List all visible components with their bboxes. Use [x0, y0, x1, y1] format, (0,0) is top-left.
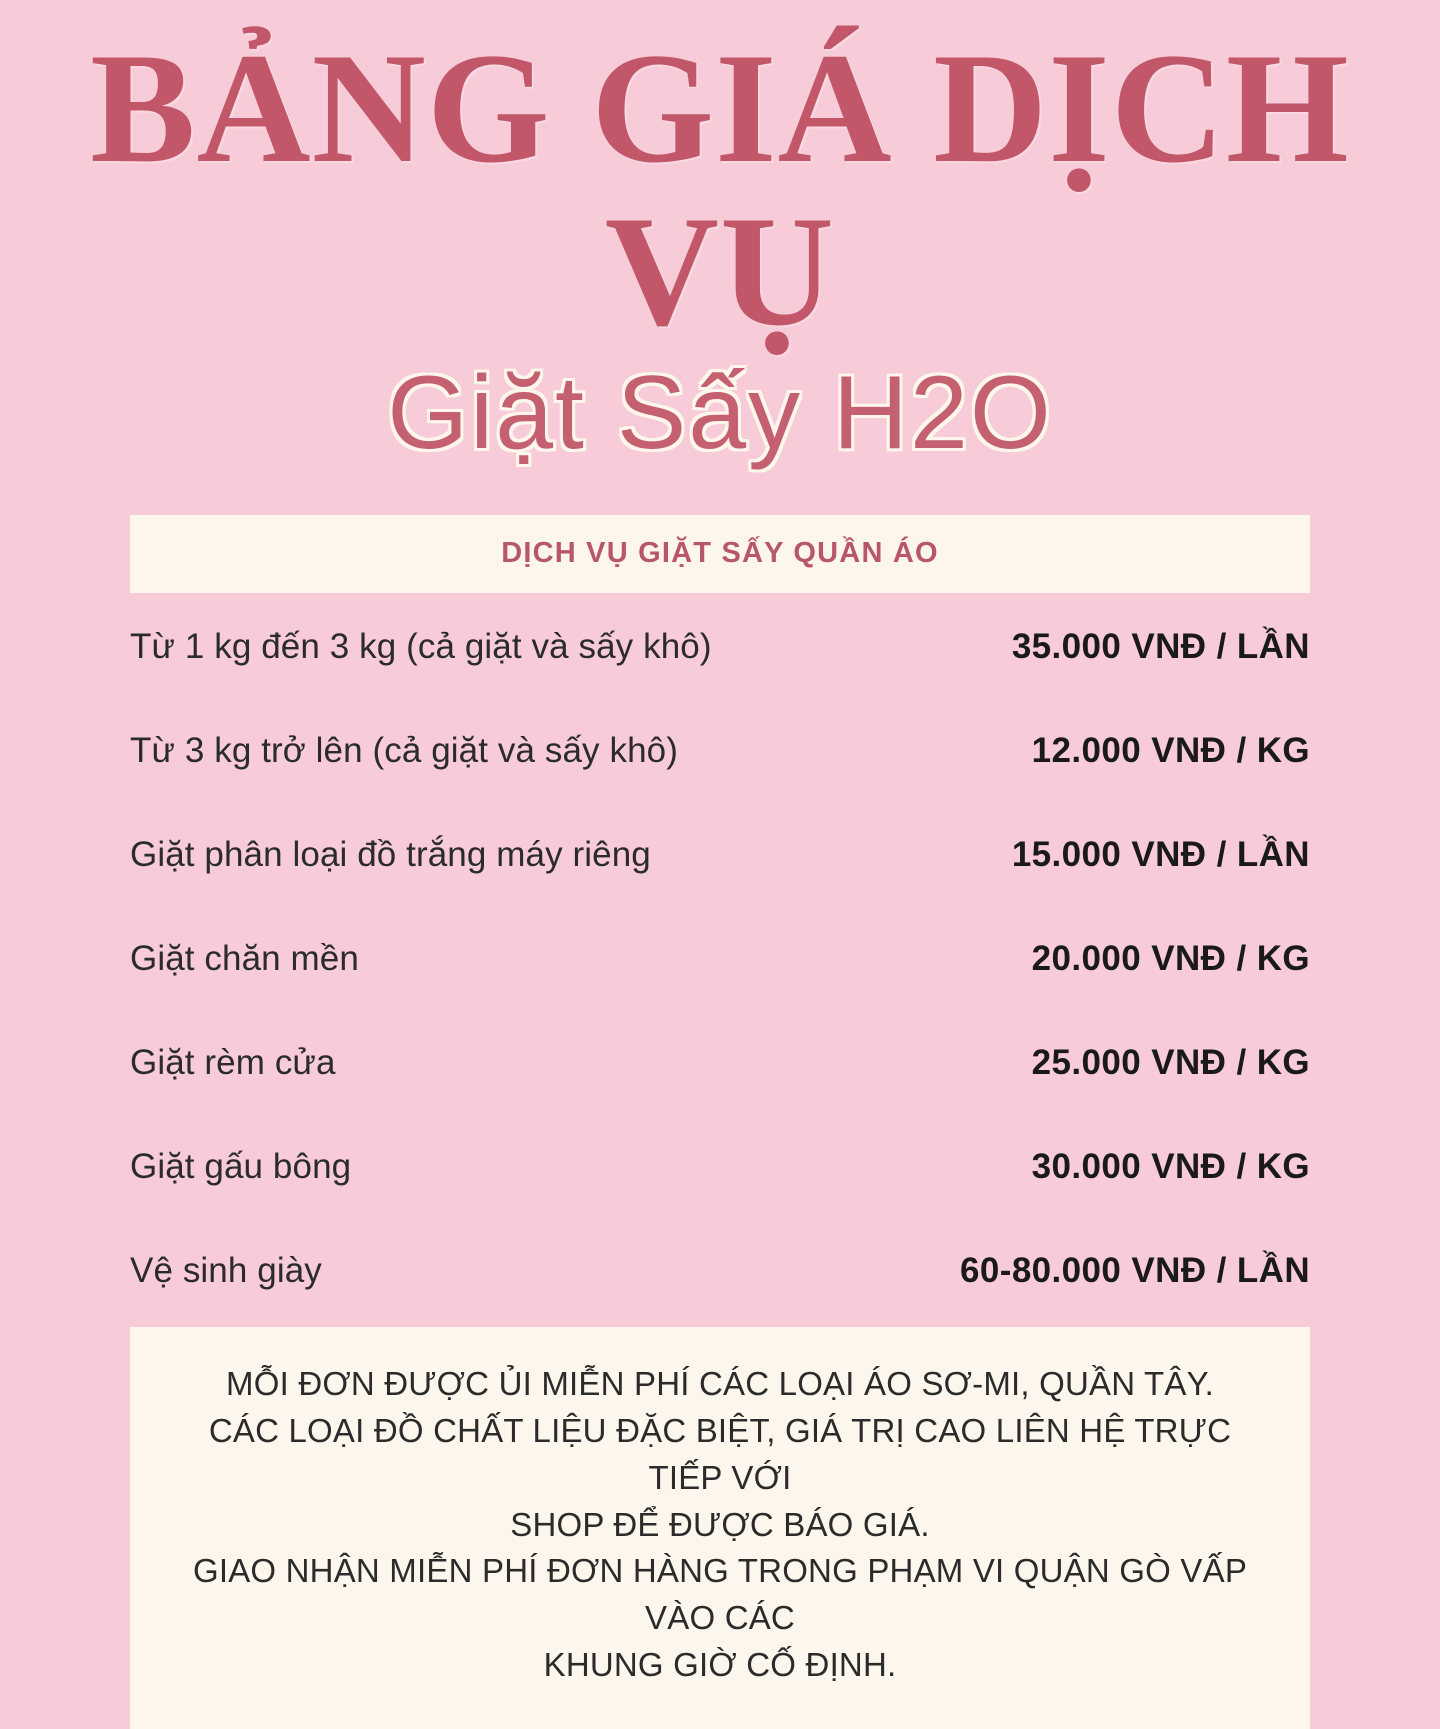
notes-panel	[130, 1327, 1310, 1729]
table-row	[130, 939, 1310, 1043]
service-price: 30.000 VNĐ / KG	[1031, 1146, 1310, 1186]
table-row	[130, 835, 1310, 939]
service-price: 12.000 VNĐ / KG	[1031, 730, 1310, 770]
poster-title: BẢNG GIÁ DỊCH VỤ	[90, 21, 1350, 359]
note-line: MỖI ĐƠN ĐƯỢC ỦI MIỄN PHÍ CÁC LOẠI ÁO SƠ-MI, QUẦN TÂY.	[226, 1364, 1214, 1402]
service-price: 60-80.000 VNĐ / LẦN	[960, 1250, 1310, 1290]
service-price: 15.000 VNĐ / LẦN	[1011, 834, 1310, 874]
poster-subtitle: Giặt Sấy H2O	[387, 355, 1053, 472]
service-name: Giặt phân loại đồ trắng máy riêng	[130, 834, 651, 874]
service-price: 20.000 VNĐ / KG	[1031, 938, 1310, 978]
note-line: SHOP ĐỂ ĐƯỢC BÁO GIÁ.	[510, 1505, 930, 1543]
note-line: CÁC LOẠI ĐỒ CHẤT LIỆU ĐẶC BIỆT, GIÁ TRỊ CAO LIÊN HỆ TRỰC TIẾP VỚI	[208, 1411, 1232, 1496]
service-price: 35.000 VNĐ / LẦN	[1011, 626, 1310, 666]
service-name: Giặt chăn mền	[130, 938, 359, 978]
section-header-band	[130, 515, 1310, 593]
price-table	[130, 627, 1310, 1355]
table-row	[130, 627, 1310, 731]
service-name: Giặt rèm cửa	[130, 1042, 336, 1082]
service-name: Từ 3 kg trở lên (cả giặt và sấy khô)	[130, 730, 678, 770]
table-row	[130, 731, 1310, 835]
note-line: GIAO NHẬN MIỄN PHÍ ĐƠN HÀNG TRONG PHẠM VI QUẬN GÒ VẤP VÀO CÁC	[192, 1552, 1248, 1637]
service-price: 25.000 VNĐ / KG	[1031, 1042, 1310, 1082]
note-line: KHUNG GIỜ CỐ ĐỊNH.	[543, 1646, 897, 1684]
table-row	[130, 1043, 1310, 1147]
section-header-label: DỊCH VỤ GIẶT SẤY QUẦN ÁO	[501, 537, 939, 570]
service-name: Từ 1 kg đến 3 kg (cả giặt và sấy khô)	[130, 626, 712, 666]
table-row	[130, 1147, 1310, 1251]
service-name: Vệ sinh giày	[130, 1250, 322, 1290]
service-name: Giặt gấu bông	[130, 1146, 352, 1186]
